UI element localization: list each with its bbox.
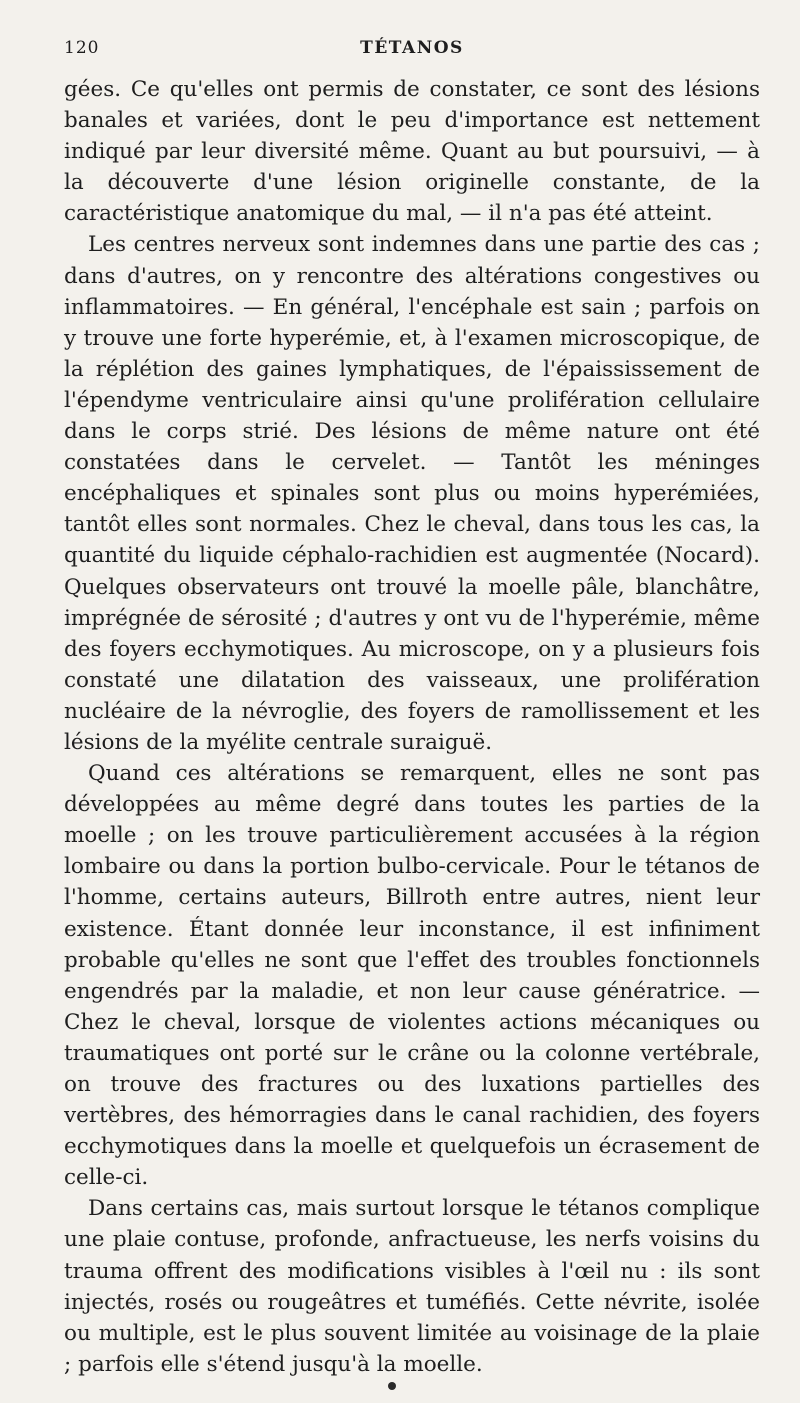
running-head: [64, 34, 760, 74]
paragraph-3: Quand ces altérations se remarquent, elles ne sont pas développées au même degré dans toutes les parties de la moelle ; on les trouve particulièrement accusées à la région lombaire ou dans la portion bulbo-cervicale. Pour le tétanos de l'homme, certains auteurs, Billroth entre autres, nient leur existence. Étant donnée leur inconstance, il est infiniment probable qu'elles ne sont que l'effet des troubles fonctionnels engendrés par la maladie, et non leur cause génératrice. — Chez le cheval, lorsque de violentes actions mécaniques ou traumatiques ont porté sur le crâne ou la colonne vertébrale, on trouve des fractures ou des luxations partielles des vertèbres, des hémorragies dans le canal rachidien, des foyers ecchymotiques dans la moelle et quelquefois un écrasement de celle-ci.: [64, 761, 760, 1191]
paragraph-4: Dans certains cas, mais surtout lorsque le tétanos complique une plaie contuse, profonde, anfractueuse, les nerfs voisins du trauma offrent des modifications visibles à l'œil nu : ils sont injectés, rosés ou rougeâtres et tuméfiés. Cette névrite, isolée ou multiple, est le plus souvent limitée au voisinage de la plaie ; parfois elle s'étend jusqu'à la moelle.: [64, 1196, 760, 1377]
running-title: TÉTANOS: [360, 38, 464, 58]
page-number: 120: [64, 38, 100, 58]
paragraph-1: gées. Ce qu'elles ont permis de constater, ce sont des lésions banales et variées, dont le peu d'importance est nettement indiqué par leur diversité même. Quant au but poursuivi, — à la découverte d'une lésion originelle constante, de la caractéristique anatomique du mal, — il n'a pas été atteint.: [64, 77, 760, 227]
footer-dot-mark: [388, 1382, 396, 1390]
body-text: [64, 74, 760, 1380]
paragraph-2: Les centres nerveux sont indemnes dans une partie des cas ; dans d'autres, on y rencontre des altérations congestives ou inflammatoires. — En général, l'encéphale est sain ; parfois on y trouve une forte hyperémie, et, à l'examen microscopique, de la réplétion des gaines lymphatiques, de l'épaississement de l'épendyme ventriculaire ainsi qu'une prolifération cellulaire dans le corps strié. Des lésions de même nature ont été constatées dans le cervelet. — Tantôt les méninges encéphaliques et spinales sont plus ou moins hyperémiées, tantôt elles sont normales. Chez le cheval, dans tous les cas, la quantité du liquide céphalo-rachidien est augmentée (Nocard). Quelques observateurs ont trouvé la moelle pâle, blanchâtre, imprégnée de sérosité ; d'autres y ont vu de l'hyperémie, même des foyers ecchymotiques. Au microscope, on y a plusieurs fois constaté une dilatation des vaisseaux, une prolifération nucléaire de la névroglie, des foyers de ramollissement et les lésions de la myélite centrale suraiguë.: [64, 232, 760, 755]
